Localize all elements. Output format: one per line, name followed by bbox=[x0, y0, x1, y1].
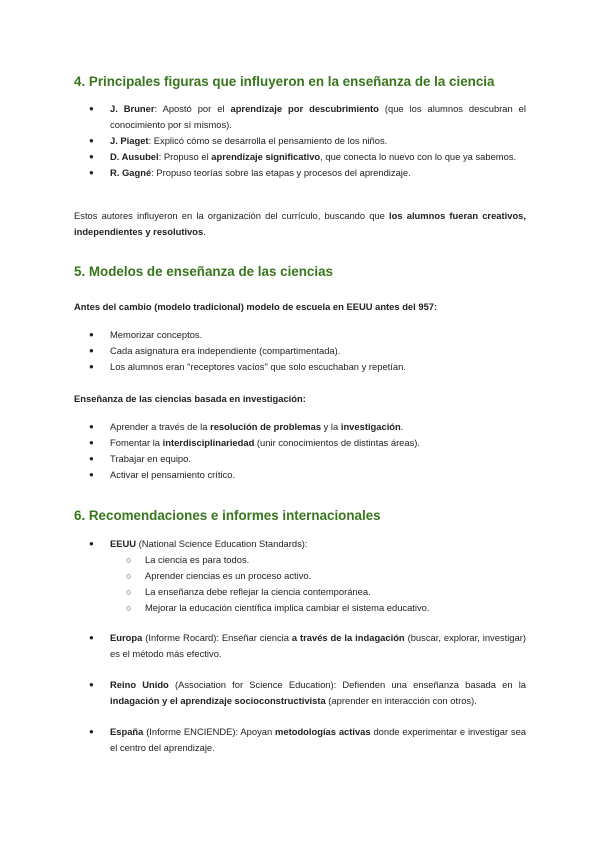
bullet-icon: ● bbox=[89, 346, 94, 355]
list-item: ● Reino Unido (Association for Science Education): Defienden una enseñanza basada en la indagación y el aprendizaje socioconstructivista (aprender en interacción con otros). bbox=[89, 679, 526, 706]
list-item: ● EEUU (National Science Education Standards): bbox=[0, 536, 526, 552]
sub-list-item: ○ Mejorar la educación científica implica cambiar el sistema educativo. bbox=[0, 600, 430, 616]
sub-list-item: ○ La ciencia es para todos. bbox=[0, 552, 430, 568]
eeuu-sublist bbox=[0, 552, 430, 616]
section-6-heading: 6. Recomendaciones e informes internacionales bbox=[74, 508, 381, 523]
bullet-icon: ● bbox=[89, 470, 94, 479]
bullet-icon: ● bbox=[89, 454, 94, 463]
bullet-icon: ● bbox=[89, 539, 94, 548]
sub-list-item: ○ Aprender ciencias es un proceso activo. bbox=[0, 568, 430, 584]
hollow-bullet-icon: ○ bbox=[126, 555, 132, 565]
bullet-icon: ● bbox=[89, 680, 94, 689]
list-item: ● J. Piaget: Explicó cómo se desarrolla el pensamiento de los niños. bbox=[0, 133, 526, 149]
hollow-bullet-icon: ○ bbox=[126, 571, 132, 581]
list-item: ● Memorizar conceptos. bbox=[0, 327, 526, 343]
bullet-icon: ● bbox=[89, 727, 94, 736]
list-item: ● J. Bruner: Apostó por el aprendizaje por descubrimiento (que los alumnos descubran el conocimiento por sí mismos). bbox=[89, 103, 526, 130]
list-item: ● Fomentar la interdisciplinariedad (unir conocimientos de distintas áreas). bbox=[0, 435, 526, 451]
section-5-label-traditional: Antes del cambio (modelo tradicional) modelo de escuela en EEUU antes del 957: bbox=[74, 301, 438, 312]
europa-list bbox=[0, 630, 526, 662]
section-5-label-investigation: Enseñanza de las ciencias basada en investigación: bbox=[74, 393, 306, 404]
traditional-model-list bbox=[0, 327, 526, 375]
bullet-icon: ● bbox=[89, 438, 94, 447]
section-4-heading: 4. Principales figuras que influyeron en la enseñanza de la ciencia bbox=[74, 74, 495, 89]
list-item: ● Aprender a través de la resolución de problemas y la investigación. bbox=[0, 419, 526, 435]
hollow-bullet-icon: ○ bbox=[126, 587, 132, 597]
list-item: ● D. Ausubel: Propuso el aprendizaje significativo, que conecta lo nuevo con lo que ya sabemos. bbox=[0, 149, 526, 165]
hollow-bullet-icon: ○ bbox=[126, 603, 132, 613]
section-5-heading: 5. Modelos de enseñanza de las ciencias bbox=[74, 264, 333, 279]
reino-unido-list bbox=[0, 677, 526, 709]
bullet-icon: ● bbox=[89, 168, 94, 177]
bullet-icon: ● bbox=[89, 152, 94, 161]
list-item: ● Europa (Informe Rocard): Enseñar ciencia a través de la indagación (buscar, explorar, investigar) es el método más efectivo. bbox=[89, 632, 526, 659]
bullet-icon: ● bbox=[89, 136, 94, 145]
list-item: ● R. Gagné: Propuso teorías sobre las etapas y procesos del aprendizaje. bbox=[0, 165, 526, 181]
section-4-list bbox=[0, 101, 526, 181]
list-item: ● Los alumnos eran "receptores vacíos" que solo escuchaban y repetían. bbox=[0, 359, 526, 375]
espana-list bbox=[0, 724, 526, 756]
eeuu-list bbox=[0, 536, 526, 552]
bullet-icon: ● bbox=[89, 362, 94, 371]
list-item: ● Trabajar en equipo. bbox=[0, 451, 526, 467]
section-4-paragraph: Estos autores influyeron en la organización del currículo, buscando que los alumnos fueran creativos, independientes y resolutivos. bbox=[74, 210, 526, 237]
bullet-icon: ● bbox=[89, 104, 94, 113]
bullet-icon: ● bbox=[89, 330, 94, 339]
investigation-model-list bbox=[0, 419, 526, 483]
list-item: ● Cada asignatura era independiente (compartimentada). bbox=[0, 343, 526, 359]
sub-list-item: ○ La enseñanza debe reflejar la ciencia contemporánea. bbox=[0, 584, 430, 600]
bullet-icon: ● bbox=[89, 422, 94, 431]
bullet-icon: ● bbox=[89, 633, 94, 642]
list-item: ● España (Informe ENCIENDE): Apoyan metodologías activas donde experimentar e investigar sea el centro del aprendizaje. bbox=[89, 726, 527, 753]
list-item: ● Activar el pensamiento crítico. bbox=[0, 467, 526, 483]
